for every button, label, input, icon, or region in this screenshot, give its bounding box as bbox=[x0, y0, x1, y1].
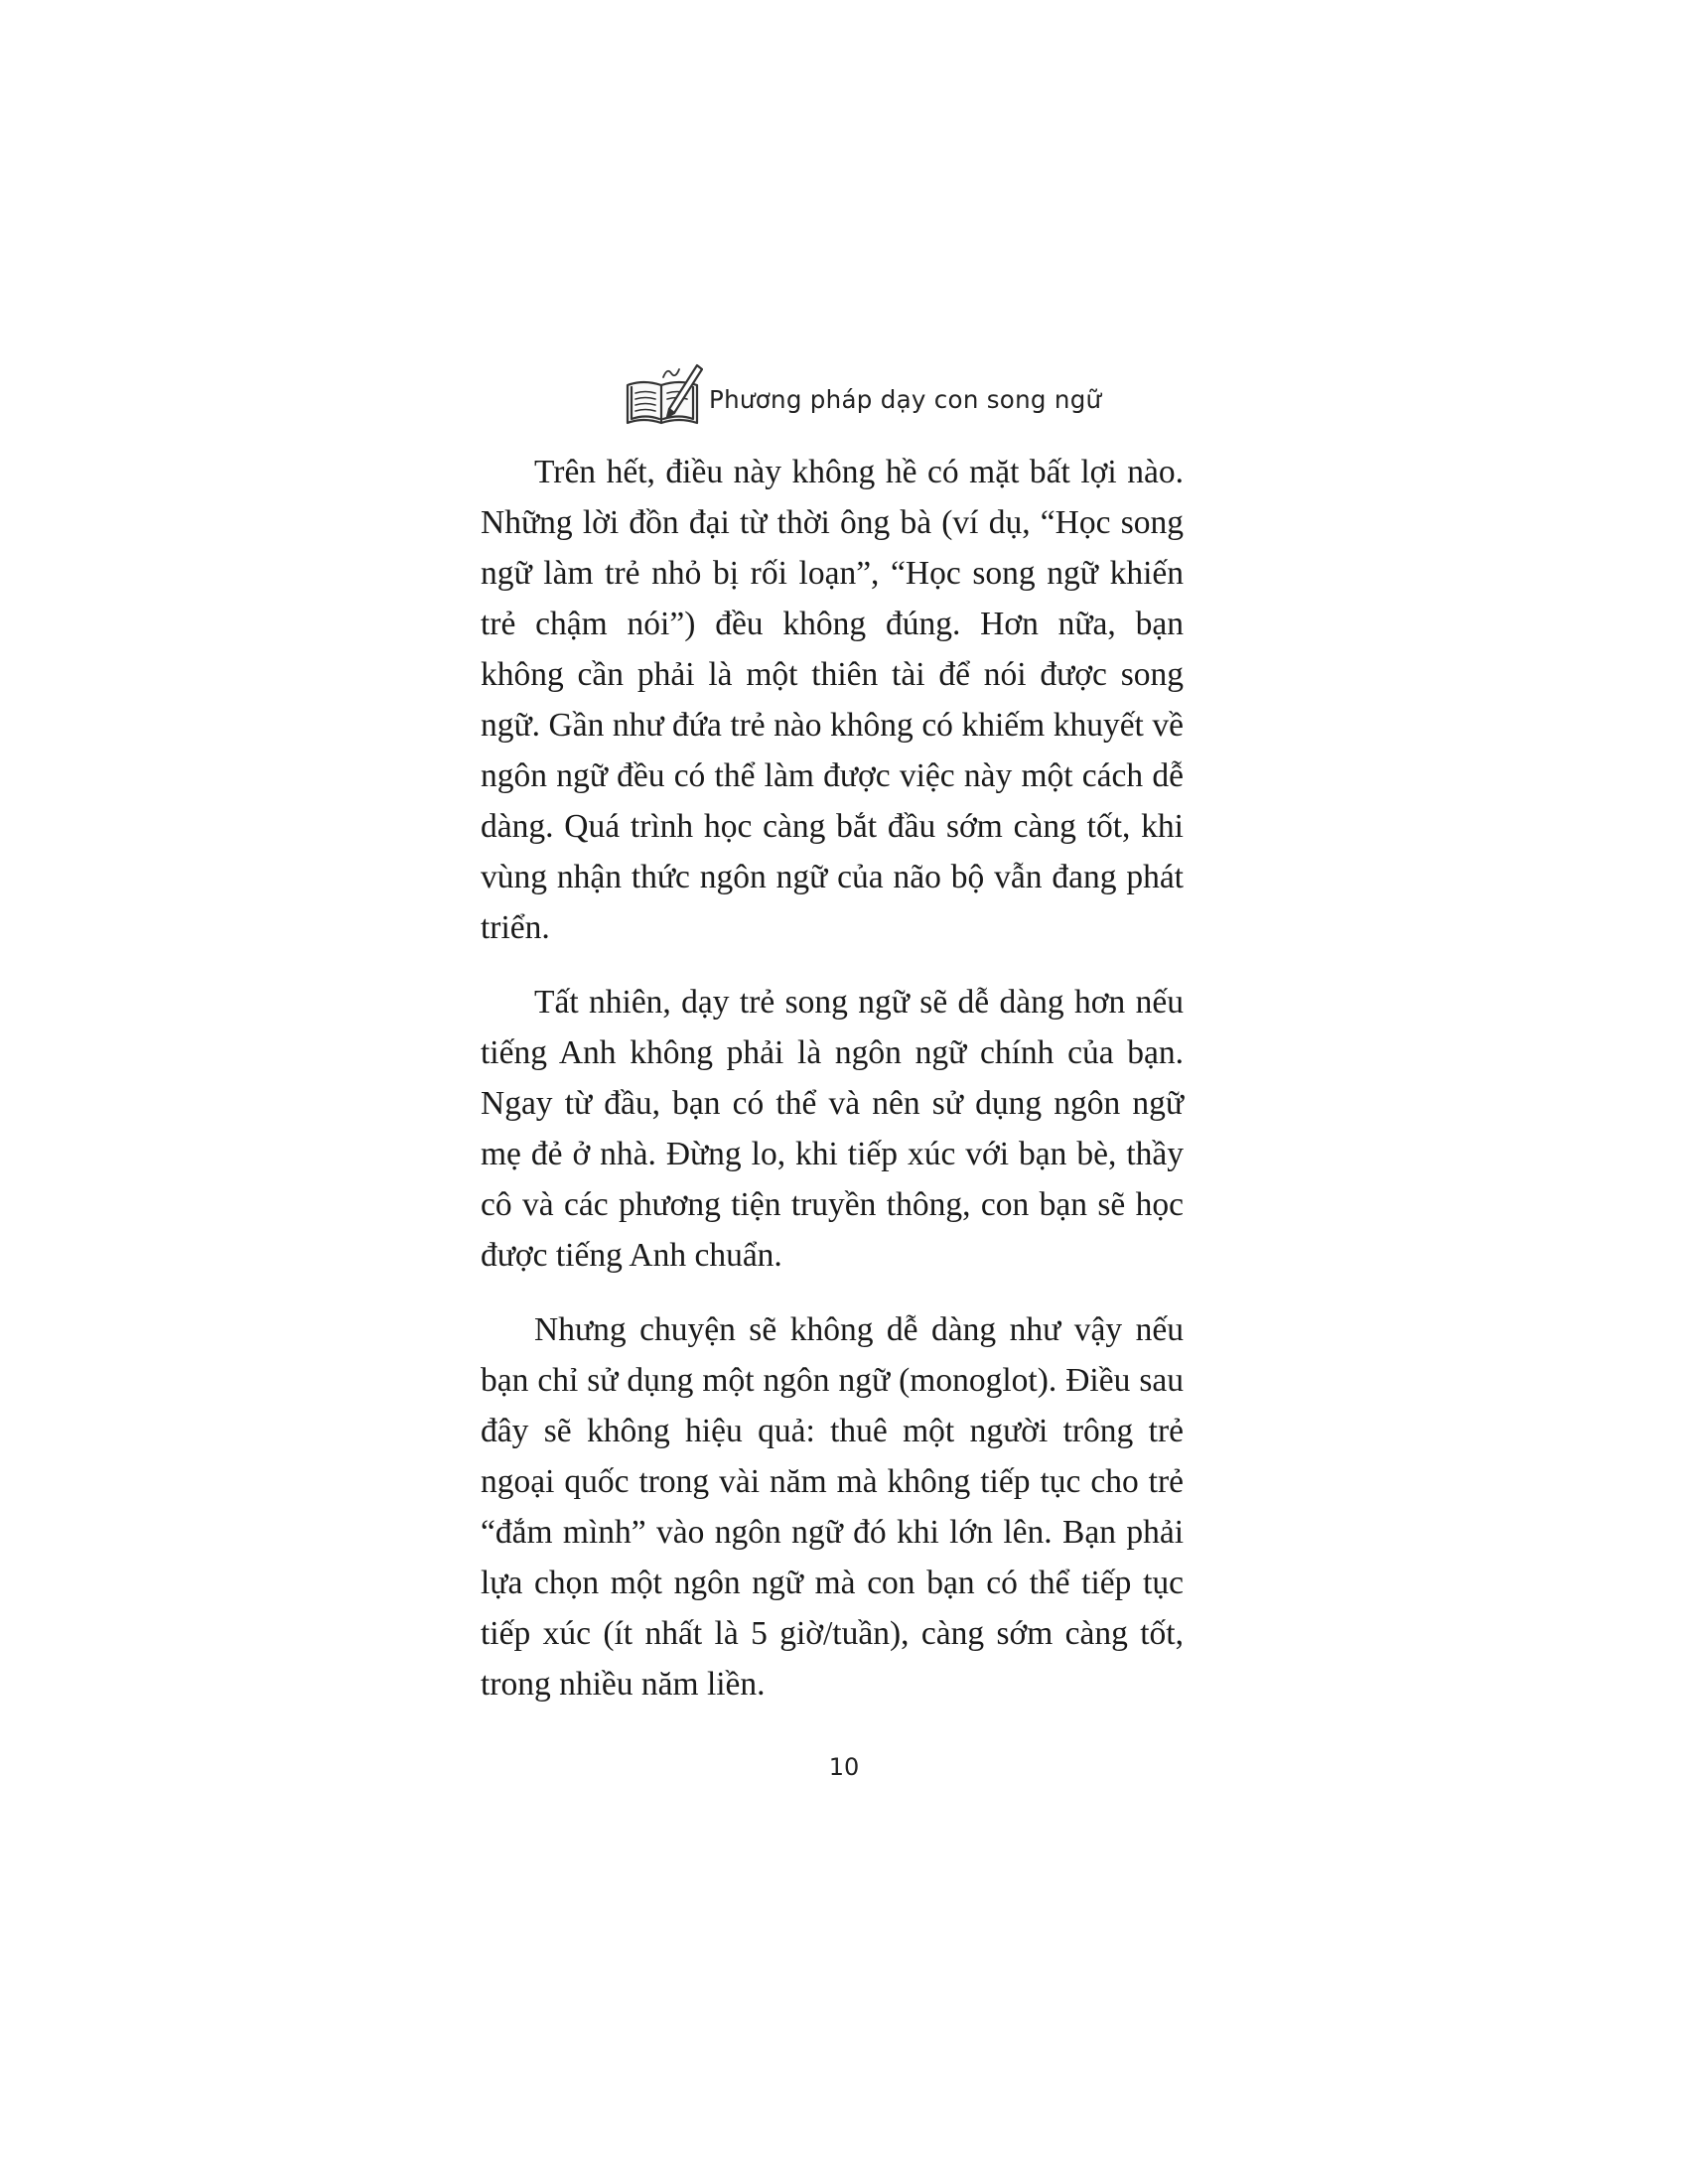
paragraph-3: Nhưng chuyện sẽ không dễ dàng như vậy nếu bạn chỉ sử dụng một ngôn ngữ (monoglot). Điều sau đây sẽ không hiệu quả: thuê một người trông trẻ ngoại quốc trong vài năm mà không tiếp tục cho trẻ “đắm mình” vào ngôn ngữ đó khi lớn lên. Bạn phải lựa chọn một ngôn ngữ mà con bạn có thể tiếp tục tiếp xúc (ít nhất là 5 giờ/tuần), càng sớm càng tốt, trong nhiều năm liền. bbox=[481, 1311, 1184, 1703]
paragraph-1: Trên hết, điều này không hề có mặt bất lợi nào. Những lời đồn đại từ thời ông bà (ví dụ, “Học song ngữ làm trẻ nhỏ bị rối loạn”, “Học song ngữ khiến trẻ chậm nói”) đều không đúng. Hơn nữa, bạn không cần phải là một thiên tài để nói được song ngữ. Gần như đứa trẻ nào không có khiếm khuyết về ngôn ngữ đều có thể làm được việc này một cách dễ dàng. Quá trình học càng bắt đầu sớm càng tốt, khi vùng nhận thức ngôn ngữ của não bộ vẫn đang phát triển. bbox=[481, 454, 1184, 946]
paragraph-2: Tất nhiên, dạy trẻ song ngữ sẽ dễ dàng hơn nếu tiếng Anh không phải là ngôn ngữ chính của bạn. Ngay từ đầu, bạn có thể và nên sử dụng ngôn ngữ mẹ đẻ ở nhà. Đừng lo, khi tiếp xúc với bạn bè, thầy cô và các phương tiện truyền thông, con bạn sẽ học được tiếng Anh chuẩn. bbox=[481, 984, 1184, 1274]
page-number: 10 bbox=[828, 1753, 860, 1781]
open-book-with-pen-icon bbox=[624, 357, 703, 429]
running-header bbox=[624, 357, 1120, 437]
running-header-title: Phương pháp dạy con song ngữ bbox=[709, 385, 1102, 414]
body-text bbox=[481, 447, 1184, 1733]
